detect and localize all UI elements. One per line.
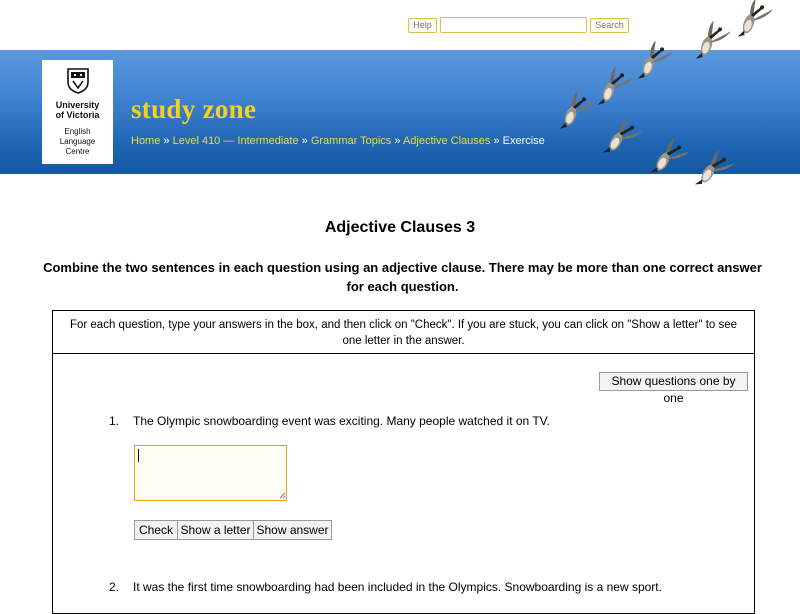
breadcrumb-home[interactable]: Home	[131, 135, 161, 147]
breadcrumb-level[interactable]: Level 410 — Intermediate	[172, 135, 299, 147]
breadcrumb	[131, 135, 545, 147]
goose-icon	[696, 19, 733, 67]
answer-input[interactable]	[134, 445, 287, 501]
question-number: 2.	[109, 580, 120, 594]
breadcrumb-current: Exercise	[502, 135, 545, 147]
uvic-crest-icon	[67, 68, 89, 94]
check-button[interactable]: Check	[134, 520, 178, 540]
search-button[interactable]: Search	[590, 18, 629, 33]
question-text: It was the first time snowboarding had been included in the Olympics. Snowboarding is a new sport.	[133, 580, 662, 594]
exercise-instructions: Combine the two sentences in each question using an adjective clause. There may be more than one correct answer for each question.	[43, 260, 762, 294]
text-caret	[138, 449, 139, 462]
page-title: Adjective Clauses 3	[324, 219, 476, 236]
goose-icon	[738, 0, 775, 45]
flying-geese-illustration	[540, 0, 800, 190]
uvic-logo[interactable]	[42, 60, 113, 164]
show-answer-button[interactable]: Show answer	[253, 520, 332, 540]
how-to-info-box	[52, 310, 755, 354]
info-text: For each question, type your answers in the box, and then click on "Check". If you are stuck, you can click on "Show a letter" to see one letter in the answer.	[69, 319, 738, 347]
goose-icon	[638, 39, 675, 87]
goose-icon	[603, 116, 645, 164]
question-text: The Olympic snowboarding event was exciting. Many people watched it on TV.	[133, 414, 550, 428]
show-letter-button[interactable]: Show a letter	[177, 520, 254, 540]
goose-icon	[560, 89, 597, 137]
breadcrumb-separator: »	[493, 135, 500, 147]
show-questions-one-by-one-button[interactable]: Show questions one by one	[599, 372, 748, 391]
help-button[interactable]: Help	[408, 18, 437, 33]
site-title[interactable]: study zone	[131, 94, 257, 124]
resize-grip-icon[interactable]	[279, 492, 286, 499]
goose-icon	[598, 65, 635, 113]
breadcrumb-separator: »	[163, 135, 170, 147]
breadcrumb-adjective-clauses[interactable]: Adjective Clauses	[402, 135, 491, 147]
goose-icon	[650, 136, 692, 184]
goose-icon	[695, 148, 737, 190]
breadcrumb-grammar-topics[interactable]: Grammar Topics	[310, 135, 392, 147]
logo-elc-name: English Language Centre	[59, 127, 96, 156]
breadcrumb-separator: »	[301, 135, 308, 147]
breadcrumb-separator: »	[394, 135, 401, 147]
logo-university-name: University of Victoria	[55, 100, 100, 120]
question-number: 1.	[109, 414, 120, 428]
